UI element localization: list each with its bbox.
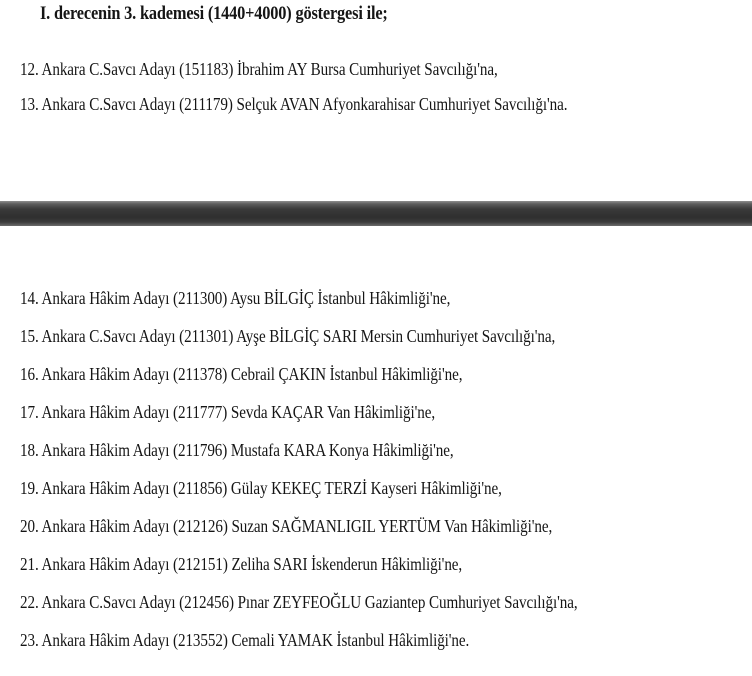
section-heading: I. derecenin 3. kademesi (1440+4000) göstergesi ile;	[40, 3, 388, 24]
list-item-18: 18. Ankara Hâkim Adayı (211796) Mustafa KARA Konya Hâkimliği'ne,	[20, 440, 454, 460]
list-item-12: 12. Ankara C.Savcı Adayı (151183) İbrahim AY Bursa Cumhuriyet Savcılığı'na,	[20, 59, 498, 79]
list-item-14: 14. Ankara Hâkim Adayı (211300) Aysu BİLGİÇ İstanbul Hâkimliği'ne,	[20, 288, 451, 308]
list-item-17: 17. Ankara Hâkim Adayı (211777) Sevda KAÇAR Van Hâkimliği'ne,	[20, 402, 436, 422]
list-item-22: 22. Ankara C.Savcı Adayı (212456) Pınar ZEYFEOĞLU Gaziantep Cumhuriyet Savcılığı'na,	[20, 592, 578, 612]
list-item-15: 15. Ankara C.Savcı Adayı (211301) Ayşe BİLGİÇ SARI Mersin Cumhuriyet Savcılığı'na,	[20, 326, 556, 346]
list-item-20: 20. Ankara Hâkim Adayı (212126) Suzan SAĞMANLIGIL YERTÜM Van Hâkimliği'ne,	[20, 516, 553, 536]
list-item-16: 16. Ankara Hâkim Adayı (211378) Cebrail ÇAKIN İstanbul Hâkimliği'ne,	[20, 364, 463, 384]
page-break-divider	[0, 201, 752, 226]
list-item-21: 21. Ankara Hâkim Adayı (212151) Zeliha SARI İskenderun Hâkimliği'ne,	[20, 554, 463, 574]
list-item-13: 13. Ankara C.Savcı Adayı (211179) Selçuk AVAN Afyonkarahisar Cumhuriyet Savcılığı'na.	[20, 94, 568, 114]
list-item-19: 19. Ankara Hâkim Adayı (211856) Gülay KEKEÇ TERZİ Kayseri Hâkimliği'ne,	[20, 478, 502, 498]
list-item-23: 23. Ankara Hâkim Adayı (213552) Cemali YAMAK İstanbul Hâkimliği'ne.	[20, 630, 470, 650]
